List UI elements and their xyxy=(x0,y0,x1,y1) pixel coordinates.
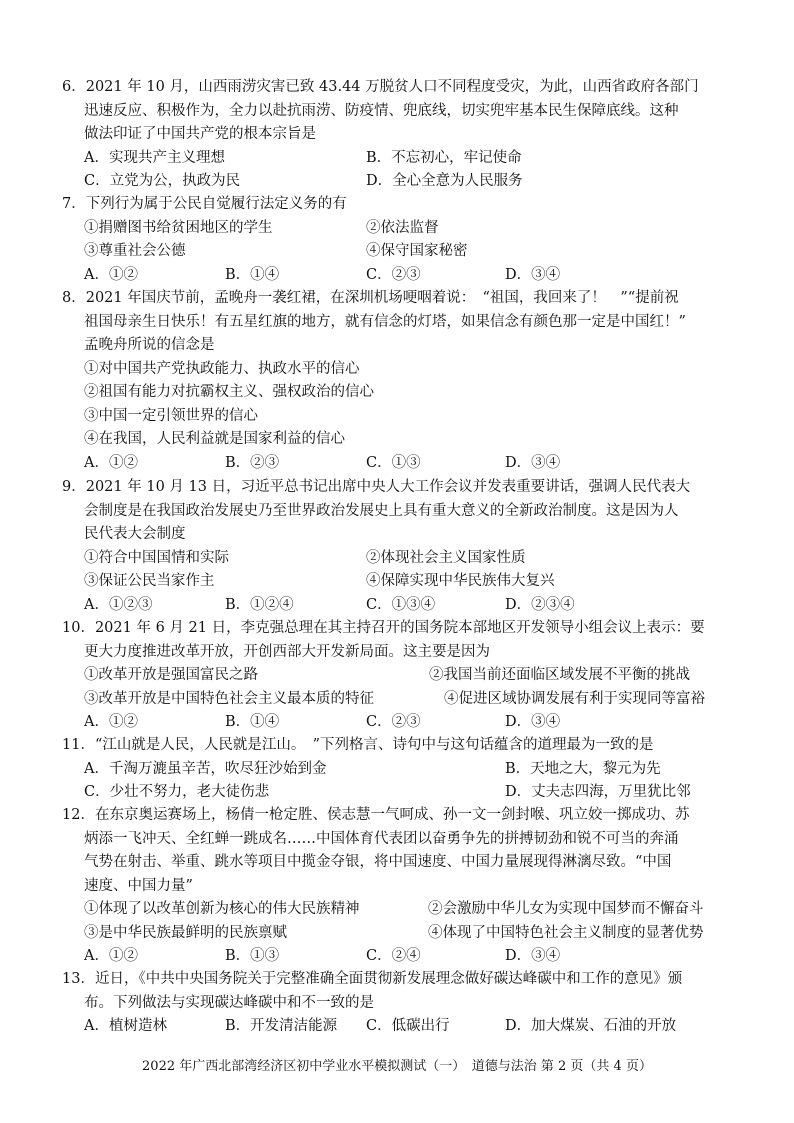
question-11 xyxy=(62,734,752,805)
item-4: ④促进区域协调发展有利于实现同等富裕 xyxy=(444,690,705,707)
options-row xyxy=(62,170,752,194)
option-d: D．加大煤炭、石油的开放 xyxy=(505,1018,677,1034)
option-b: B．①④ xyxy=(225,714,280,730)
option-b: B．①④ xyxy=(225,266,280,283)
option-b: B．开发清洁能源 xyxy=(225,1018,338,1034)
items-row xyxy=(62,898,752,922)
question-9 xyxy=(62,476,752,617)
item-3: ③改革开放是中国特色社会主义最本质的特征 xyxy=(84,690,374,707)
options-row xyxy=(62,264,752,288)
options-row xyxy=(62,711,752,735)
question-8 xyxy=(62,287,752,475)
option-c: C．①③④ xyxy=(366,596,436,613)
item-1: ①体现了以改革创新为核心的伟大民族精神 xyxy=(84,901,360,917)
option-c: C．②③ xyxy=(366,266,421,283)
options-row xyxy=(62,945,752,969)
options-row xyxy=(62,452,752,476)
option-d: D．③④ xyxy=(505,714,561,730)
question-stem-line: 12．在东京奥运赛场上，杨倩一枪定胜、侯志慧一气呵成、孙一文一剑封喉、巩立姣一掷成功、苏 xyxy=(62,807,690,823)
option-d: D．③④ xyxy=(505,454,561,471)
question-13 xyxy=(62,968,752,1039)
question-10 xyxy=(62,617,752,735)
items-row xyxy=(62,217,752,241)
options-row xyxy=(62,147,752,171)
question-12 xyxy=(62,804,752,969)
items-row xyxy=(62,240,752,264)
question-stem-line: 炳添一飞冲天、全红蝉一跳成名……中国体育代表团以奋勇争先的拼搏韧劲和锐不可当的奔涌 xyxy=(84,830,679,847)
question-stem-line: 6．2021 年 10 月，山西雨涝灾害已致 43.44 万脱贫人口不同程度受灾，为此，山西省政府各部门 xyxy=(62,79,699,95)
option-c: C．②④ xyxy=(366,948,421,964)
option-a: A．①② xyxy=(84,948,138,964)
question-stem-line: 做法印证了中国共产党的根本宗旨是 xyxy=(84,126,316,142)
option-a: A．①② xyxy=(84,714,138,730)
option-d: D．②③④ xyxy=(505,596,575,613)
question-stem-line: 气势在射击、举重、跳水等项目中揽金夺银，将中国速度、中国力量展现得淋漓尽致。“中国 xyxy=(84,854,672,870)
option-c: C．①③ xyxy=(366,454,421,471)
question-stem-line: 8．2021 年国庆节前，孟晚舟一袭红裙，在深圳机场哽咽着说： “祖国，我回来了！ ”“提前祝 xyxy=(62,290,679,306)
question-stem-line: 会制度是在我国政治发展史乃至世界政治发展史上具有重大意义的全新政治制度。这是因为人 xyxy=(84,502,679,519)
item-4: ④保守国家秘密 xyxy=(366,243,468,259)
question-stem-line: 11．“江山就是人民，人民就是江山。 ”下列格言、诗句中与这句话蕴含的道理最为一致的是 xyxy=(62,737,654,753)
option-a: A．①② xyxy=(84,454,138,471)
question-6 xyxy=(62,76,752,194)
question-stem-line: 10．2021 年 6 月 21 日，李克强总理在其主持召开的国务院本部地区开发领导小组会议上表示：要 xyxy=(62,620,705,636)
item-1: ①对中国共产党执政能力、执政水平的信心 xyxy=(84,360,360,377)
item-2: ②祖国有能力对抗霸权主义、强权政治的信心 xyxy=(84,384,374,400)
item-2: ②依法监督 xyxy=(366,219,439,236)
items-row xyxy=(62,664,752,688)
option-a: A．①② xyxy=(84,266,138,283)
item-3: ③保证公民当家作主 xyxy=(84,573,215,589)
item-3: ③中国一定引领世界的信心 xyxy=(84,407,258,424)
option-c: C．立党为公，执政为民 xyxy=(84,173,241,189)
item-4: ④在我国，人民利益就是国家利益的信心 xyxy=(84,431,345,447)
option-c: C．少壮不努力，老大徒伤悲 xyxy=(84,784,270,800)
option-b: B．②③ xyxy=(225,454,280,471)
page-footer: 2022 年广西北部湾经济区初中学业水平模拟测试（一） 道德与法治 第 2 页（共 4 页） xyxy=(142,1059,652,1074)
option-a: A．千淘万漉虽辛苦，吹尽狂沙始到金 xyxy=(84,760,327,777)
options-row xyxy=(62,781,752,805)
options-row xyxy=(62,758,752,782)
items-row xyxy=(62,547,752,571)
option-a: A．实现共产主义理想 xyxy=(84,149,225,166)
item-2: ②我国当前还面临区域发展不平衡的挑战 xyxy=(429,667,690,683)
item-1: ①捐赠图书给贫困地区的学生 xyxy=(84,219,273,236)
items-row xyxy=(62,570,752,594)
option-d: D．丈夫志四海，万里犹比邻 xyxy=(505,784,691,800)
item-3: ③是中华民族最鲜明的民族禀赋 xyxy=(84,924,287,941)
options-row xyxy=(62,594,752,618)
option-c: C．②③ xyxy=(366,714,421,730)
question-stem-line: 布。下列做法与实现碳达峰碳中和不一致的是 xyxy=(84,994,374,1011)
question-stem-line: 13．近日，《中共中央国务院关于完整准确全面贯彻新发展理念做好碳达峰碳中和工作的意见》颁 xyxy=(62,971,683,987)
item-1: ①符合中国国情和实际 xyxy=(84,549,229,566)
option-a: A．①②③ xyxy=(84,596,153,613)
question-stem-line: 7．下列行为属于公民自觉履行法定义务的有 xyxy=(62,196,347,212)
items-row xyxy=(62,688,752,712)
item-4: ④保障实现中华民族伟大复兴 xyxy=(366,573,555,589)
item-3: ③尊重社会公德 xyxy=(84,243,186,259)
item-2: ②体现社会主义国家性质 xyxy=(366,549,526,566)
option-d: D．③④ xyxy=(505,948,561,964)
option-c: C．低碳出行 xyxy=(366,1018,450,1034)
option-b: B．天地之大，黎元为先 xyxy=(505,760,661,777)
question-stem-line: 祖国母亲生日快乐！有五星红旗的地方，就有信念的灯塔，如果信念有颜色那一定是中国红！” xyxy=(84,313,686,330)
question-stem-line: 民代表大会制度 xyxy=(84,526,186,542)
options-row xyxy=(62,1015,752,1039)
item-1: ①改革开放是强国富民之路 xyxy=(84,667,258,683)
question-7 xyxy=(62,193,752,287)
option-d: D．③④ xyxy=(505,266,561,283)
items-row xyxy=(62,922,752,946)
item-4: ④体现了中国特色社会主义制度的显著优势 xyxy=(428,924,704,941)
question-stem-line: 更大力度推进改革开放，开创西部大开发新局面。这主要是因为 xyxy=(84,643,490,660)
question-stem-line: 速度、中国力量” xyxy=(84,877,193,894)
option-b: B．①②④ xyxy=(225,596,294,613)
item-2: ②会激励中华儿女为实现中国梦而不懈奋斗 xyxy=(428,901,704,917)
option-b: B．①③ xyxy=(225,948,280,964)
option-b: B．不忘初心，牢记使命 xyxy=(366,149,522,166)
option-a: A．植树造林 xyxy=(84,1018,167,1034)
question-stem-line: 孟晚舟所说的信念是 xyxy=(84,337,215,353)
option-d: D．全心全意为人民服务 xyxy=(366,173,523,189)
question-stem-line: 9．2021 年 10 月 13 日，习近平总书记出席中央人大工作会议并发表重要讲话，强调人民代表大 xyxy=(62,479,691,495)
question-stem-line: 迅速反应、积极作为，全力以赴抗雨涝、防疫情、兜底线，切实兜牢基本民生保障底线。这种 xyxy=(84,102,679,119)
